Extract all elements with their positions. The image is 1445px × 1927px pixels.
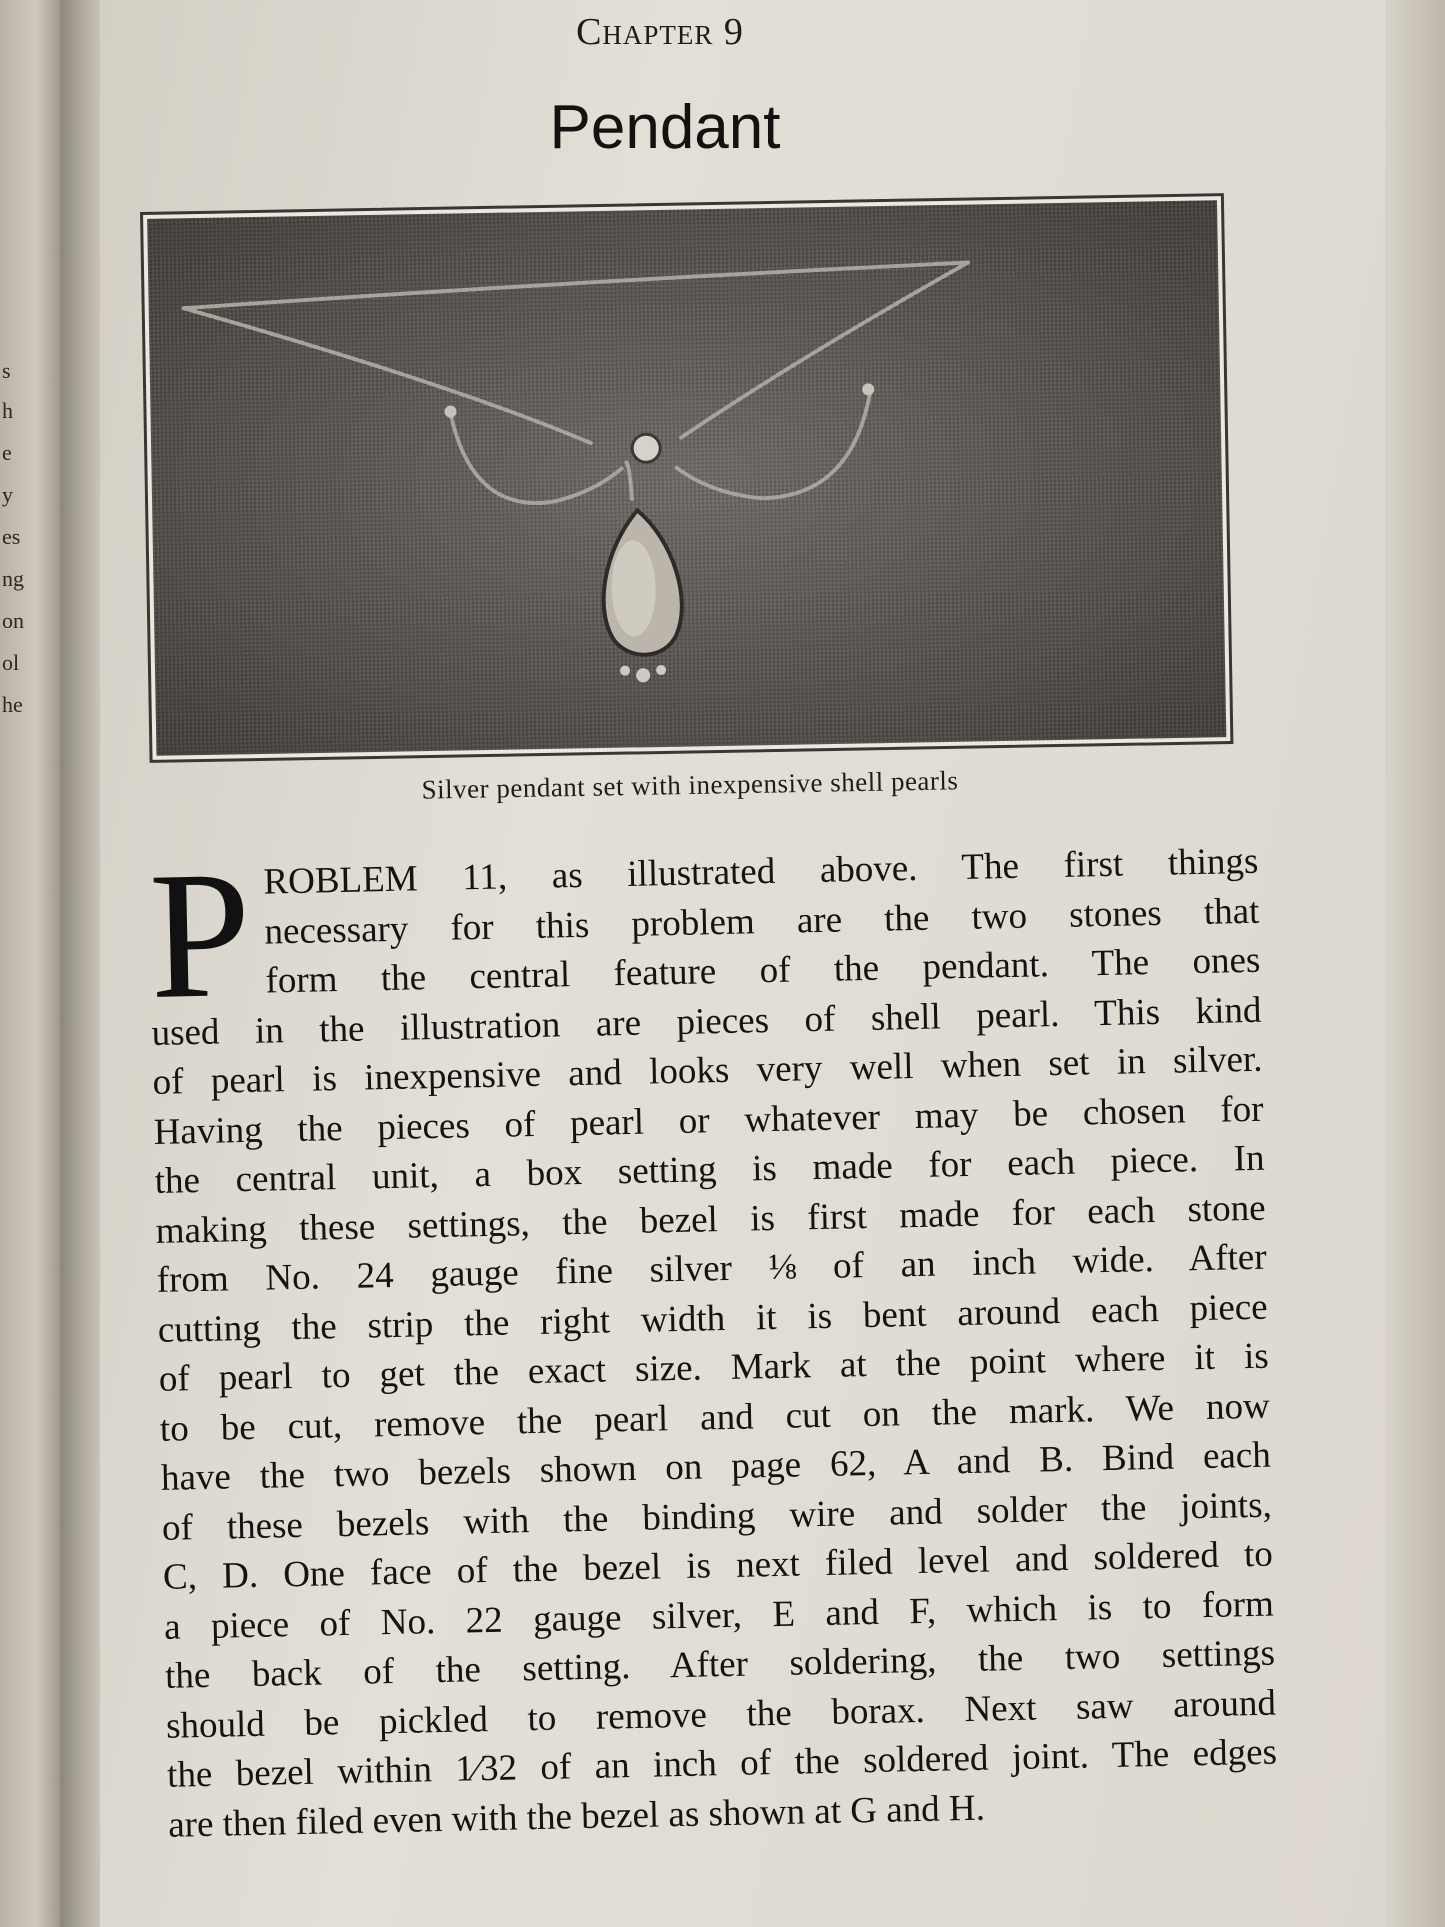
text-line: used in the illustration are pieces of shell pearl. This kind bbox=[151, 989, 1262, 1054]
text-line: necessary for this problem are the two stones that bbox=[264, 890, 1260, 953]
text-line: the bezel within 1⁄32 of an inch of the soldered joint. The edges bbox=[166, 1731, 1278, 1796]
text-line: are then filed even with the bezel as shown at G and H. bbox=[167, 1787, 986, 1846]
text-line: form the central feature of the pendant. The ones bbox=[265, 939, 1261, 1002]
pendant-photo bbox=[140, 193, 1233, 763]
text-line: should be pickled to remove the borax. Next saw around bbox=[165, 1682, 1277, 1747]
book-gutter bbox=[60, 0, 100, 1927]
adjacent-page-text: s bbox=[2, 358, 11, 383]
page-edge bbox=[1385, 0, 1445, 1927]
text-line: the central unit, a box setting is made for each piece. In bbox=[154, 1137, 1265, 1202]
adjacent-page-text: y bbox=[2, 482, 13, 507]
page-title: Pendant bbox=[549, 93, 781, 162]
text-line: to be cut, remove the pearl and cut on the mark. We now bbox=[159, 1385, 1271, 1450]
adjacent-page-text: he bbox=[2, 692, 23, 717]
text-line: from No. 24 gauge fine silver ⅛ of an inch wide. After bbox=[156, 1236, 1267, 1301]
text-line: C, D. One face of the bezel is next filed level and soldered to bbox=[162, 1533, 1274, 1598]
text-line: Having the pieces of pearl or whatever may be chosen for bbox=[153, 1088, 1264, 1153]
text-line: of these bezels with the binding wire and solder the joints, bbox=[161, 1484, 1273, 1549]
chapter-label: Chapter 9 bbox=[576, 11, 744, 53]
adjacent-page-text: on bbox=[2, 608, 24, 633]
adjacent-page-text: es bbox=[2, 524, 21, 549]
photo-image bbox=[147, 200, 1226, 756]
body-paragraph bbox=[147, 833, 1278, 1850]
adjacent-page-edge bbox=[0, 0, 60, 1927]
adjacent-page-text: ng bbox=[2, 566, 24, 591]
adjacent-page-text: ol bbox=[2, 650, 20, 675]
adjacent-page-text: h bbox=[2, 398, 13, 423]
drop-cap: P bbox=[147, 833, 253, 1037]
text-line: making these settings, the bezel is first made for each stone bbox=[155, 1187, 1266, 1252]
text-line: of pearl to get the exact size. Mark at the point where it is bbox=[158, 1335, 1270, 1400]
text-line: of pearl is inexpensive and looks very well when set in silver. bbox=[152, 1038, 1263, 1103]
text-line: ROBLEM 11, as illustrated above. The first things bbox=[263, 840, 1259, 903]
text-line: have the two bezels shown on page 62, A and B. Bind each bbox=[160, 1434, 1272, 1499]
adjacent-page-text: e bbox=[2, 440, 12, 465]
text-line: cutting the strip the right width it is bent around each piece bbox=[157, 1286, 1269, 1351]
pendant-illustration bbox=[147, 200, 1226, 756]
text-line: a piece of No. 22 gauge silver, E and F, which is to form bbox=[163, 1583, 1275, 1648]
text-line: the back of the setting. After soldering, the two settings bbox=[164, 1632, 1276, 1697]
figure-caption: Silver pendant set with inexpensive shell pearls bbox=[421, 765, 959, 805]
